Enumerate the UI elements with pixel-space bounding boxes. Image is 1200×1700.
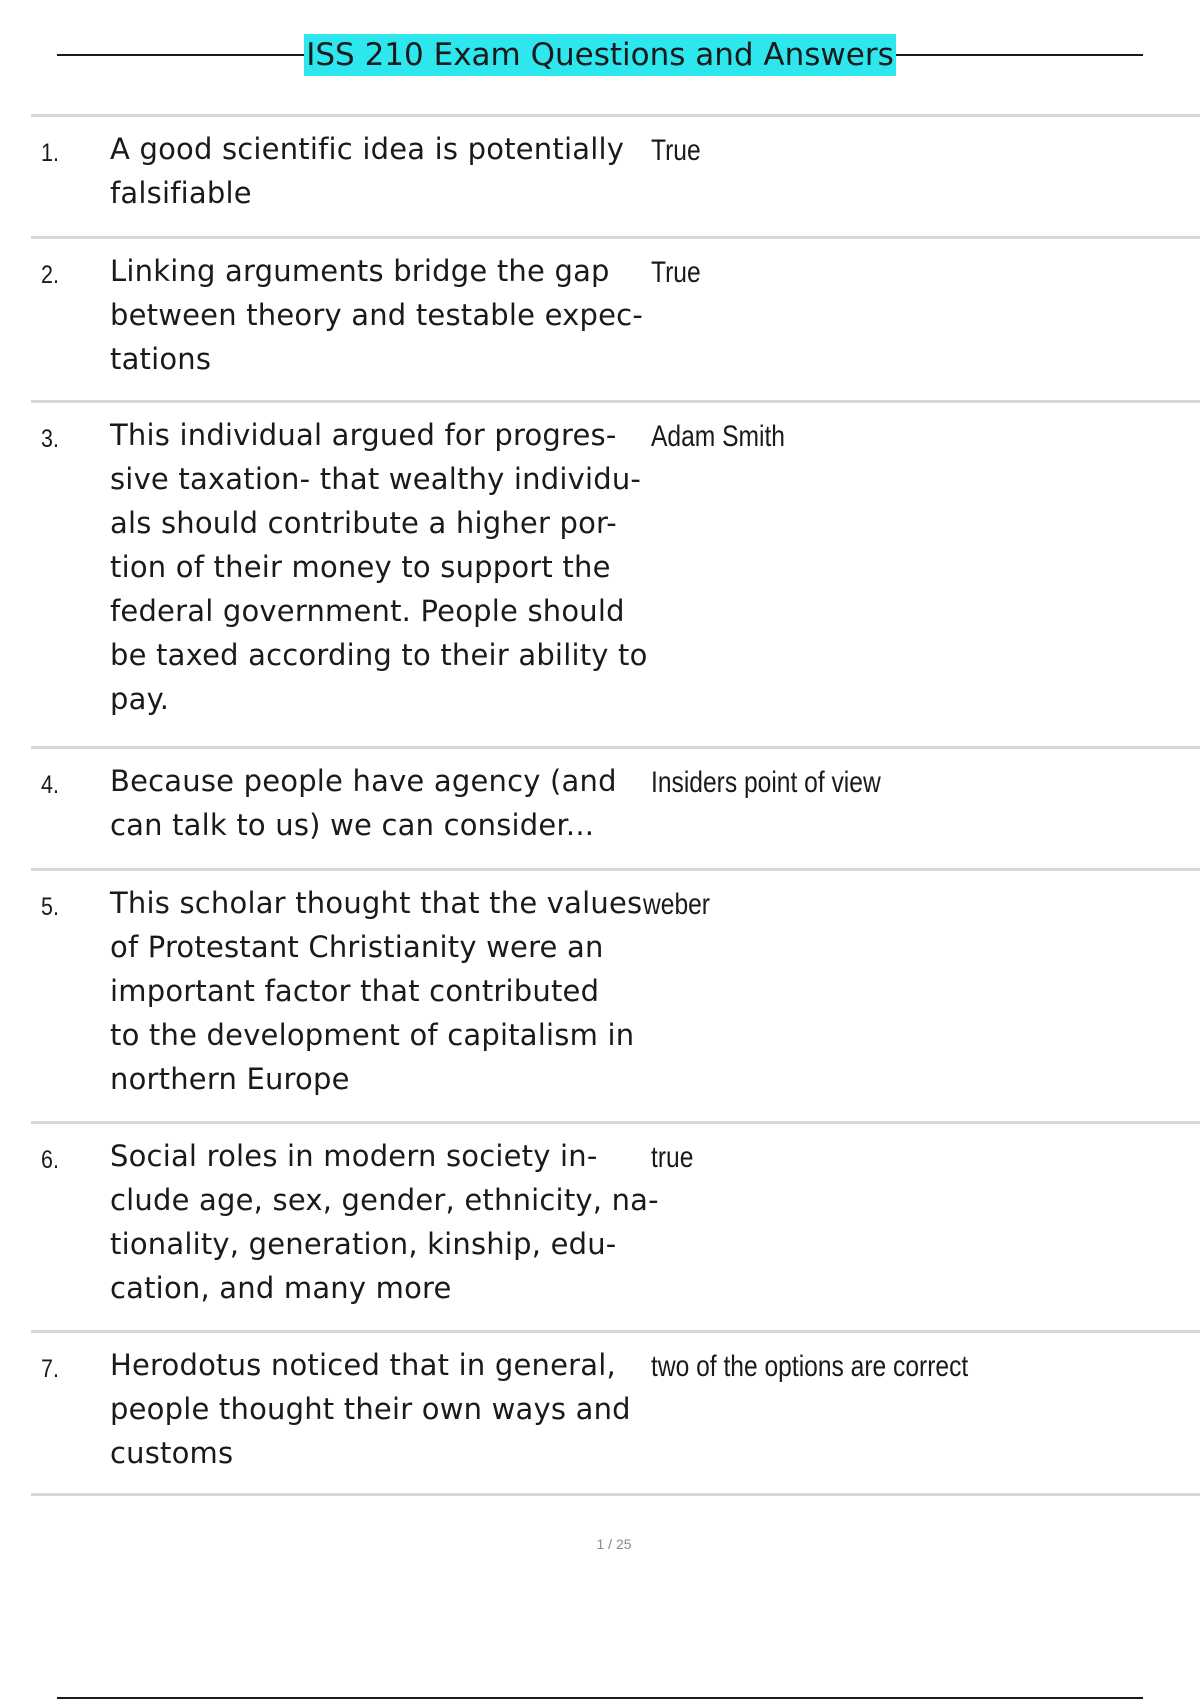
qa-row bbox=[31, 239, 1200, 400]
question-text bbox=[110, 1343, 680, 1475]
document-title: ISS 210 Exam Questions and Answers bbox=[304, 34, 896, 76]
answer-text: Adam Smith bbox=[651, 420, 785, 453]
question-line: of Protestant Christianity were an bbox=[110, 930, 604, 964]
answer-text: True bbox=[651, 256, 701, 289]
question-number: 3. bbox=[41, 425, 59, 453]
question-line: clude age, sex, gender, ethnicity, na- bbox=[110, 1183, 659, 1217]
question-line: This scholar thought that the values bbox=[110, 886, 643, 920]
question-line: This individual argued for progres- bbox=[110, 418, 617, 452]
question-line: cation, and many more bbox=[110, 1271, 452, 1305]
question-line: tion of their money to support the bbox=[110, 550, 611, 584]
question-line: tionality, generation, kinship, edu- bbox=[110, 1227, 617, 1261]
qa-row bbox=[31, 749, 1200, 868]
question-line: customs bbox=[110, 1436, 234, 1470]
title-rule-left bbox=[57, 54, 304, 56]
page-number: 1 / 25 bbox=[596, 1536, 632, 1552]
question-number: 5. bbox=[41, 893, 59, 921]
question-line: als should contribute a higher por- bbox=[110, 506, 617, 540]
question-text bbox=[110, 127, 680, 215]
bottom-rule bbox=[57, 1697, 1143, 1699]
qa-list bbox=[31, 114, 1200, 1496]
qa-row bbox=[31, 871, 1200, 1121]
qa-row bbox=[31, 117, 1200, 236]
document-title-bar bbox=[57, 34, 1143, 76]
question-text bbox=[110, 881, 680, 1101]
question-line: pay. bbox=[110, 682, 170, 716]
question-text bbox=[110, 759, 680, 847]
question-number: 6. bbox=[41, 1146, 59, 1174]
question-line: falsifiable bbox=[110, 176, 252, 210]
question-text bbox=[110, 1134, 680, 1310]
question-number: 2. bbox=[41, 261, 59, 289]
title-rule-right bbox=[896, 54, 1143, 56]
question-line: be taxed according to their ability to bbox=[110, 638, 648, 672]
qa-row bbox=[31, 403, 1200, 746]
answer-text: Insiders point of view bbox=[651, 766, 881, 799]
question-line: sive taxation- that wealthy individu- bbox=[110, 462, 642, 496]
question-line: Because people have agency (and bbox=[110, 764, 617, 798]
question-line: tations bbox=[110, 342, 212, 376]
question-line: Social roles in modern society in- bbox=[110, 1139, 598, 1173]
question-number: 7. bbox=[41, 1355, 59, 1383]
question-text bbox=[110, 249, 680, 381]
question-line: federal government. People should bbox=[110, 594, 625, 628]
row-separator bbox=[31, 1493, 1200, 1496]
question-number: 4. bbox=[41, 771, 59, 799]
qa-row bbox=[31, 1333, 1200, 1493]
answer-text: two of the options are correct bbox=[651, 1350, 969, 1383]
question-line: between theory and testable expec- bbox=[110, 298, 643, 332]
question-line: to the development of capitalism in bbox=[110, 1018, 635, 1052]
question-line: Herodotus noticed that in general, bbox=[110, 1348, 616, 1382]
question-line: can talk to us) we can consider... bbox=[110, 808, 595, 842]
question-line: people thought their own ways and bbox=[110, 1392, 631, 1426]
answer-text: weber bbox=[643, 888, 711, 921]
answer-text: true bbox=[651, 1141, 694, 1174]
question-text bbox=[110, 413, 680, 721]
question-line: A good scientific idea is potentially bbox=[110, 132, 625, 166]
question-number: 1. bbox=[41, 139, 59, 167]
answer-text: True bbox=[651, 134, 701, 167]
question-line: Linking arguments bridge the gap bbox=[110, 254, 610, 288]
question-line: important factor that contributed bbox=[110, 974, 600, 1008]
qa-row bbox=[31, 1124, 1200, 1330]
question-line: northern Europe bbox=[110, 1062, 350, 1096]
